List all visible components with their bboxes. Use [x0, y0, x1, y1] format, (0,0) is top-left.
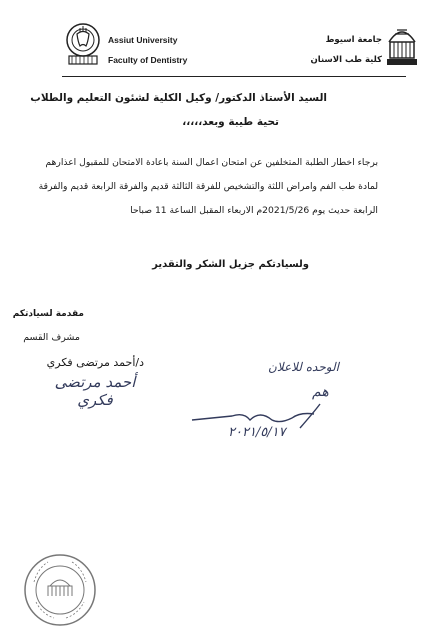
- university-name-ar: جامعة اسيوط: [325, 35, 382, 45]
- faculty-logo-icon: [64, 22, 102, 66]
- signature-submitted: مقدمة لسيادتكم: [12, 309, 84, 319]
- university-name-en: Assiut University: [108, 35, 178, 45]
- faculty-name-ar: كلية طب الاسنان: [310, 55, 382, 65]
- university-logo-icon: [385, 22, 419, 66]
- handwritten-note-line-2: هم: [312, 384, 329, 400]
- body-line-3: الرابعة حديث يوم 2021/5/26م الاربعاء المقبل الساعة 11 صباحا: [130, 205, 378, 216]
- handwritten-signature-name: أحمد مرتضى فكري: [54, 373, 136, 409]
- signature-name: د/أحمد مرتضى فكري: [46, 356, 144, 369]
- faculty-name-en: Faculty of Dentistry: [108, 55, 188, 65]
- official-stamp: [22, 552, 98, 628]
- body-line-2: لمادة طب الفم وامراض اللثة والتشخيص للفرقة الثالثة قديم والفرقة الرابعة قديم والفرقة: [38, 181, 378, 192]
- closing-line: ولسيادتكم جزيل الشكر والتقدير: [152, 259, 309, 270]
- addressee-line: السيد الأستاذ الدكتور/ وكيل الكلية لشئون التعليم والطلاب: [30, 92, 327, 104]
- header-english: [108, 30, 187, 70]
- handwritten-date: ٢٠٢١/٥/١٧: [228, 425, 286, 440]
- body-line-1: برجاء اخطار الطلبة المتخلفين عن امتحان اعمال السنة باعادة الامتحان للمقبول اعذارهم: [45, 157, 378, 168]
- header-arabic: [311, 30, 382, 70]
- greeting-line: تحية طيبة وبعد،،،،،: [182, 116, 279, 128]
- signature-title: مشرف القسم: [23, 332, 80, 343]
- handwritten-note-line-1: الوحده للاعلان: [268, 360, 339, 374]
- header-divider: [62, 76, 406, 77]
